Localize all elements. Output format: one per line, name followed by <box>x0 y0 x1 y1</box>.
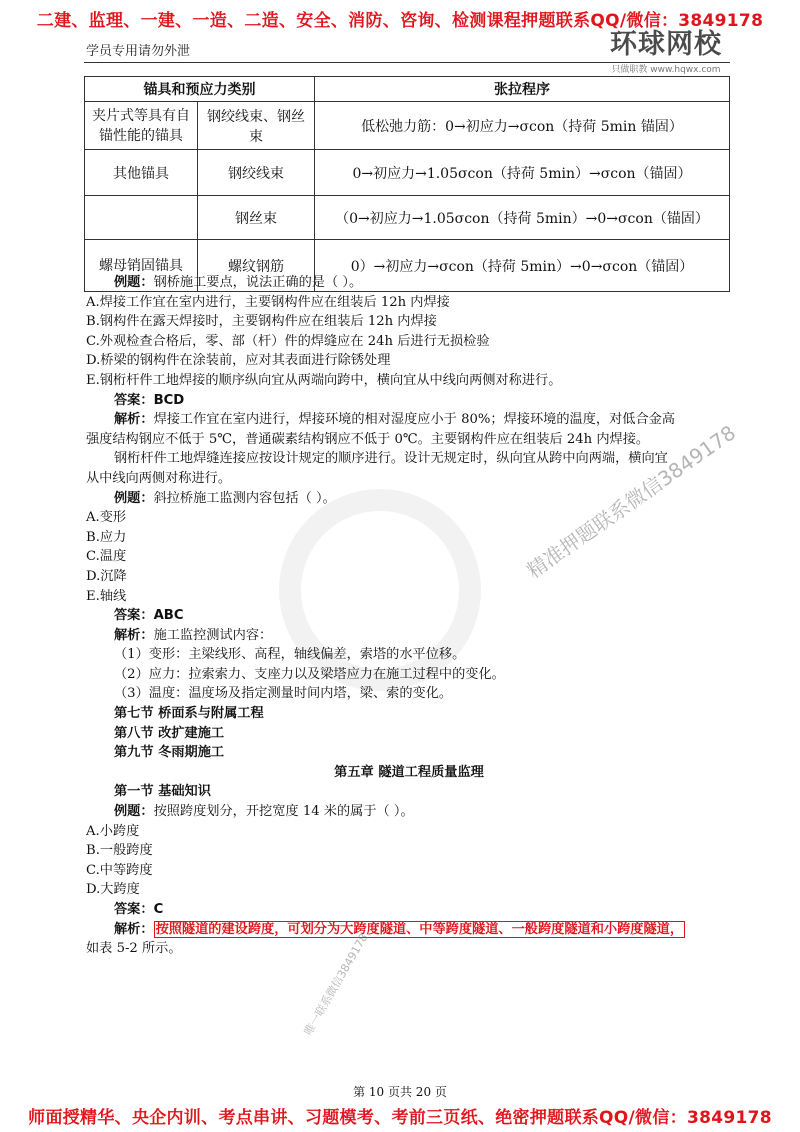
question-2 <box>86 489 732 509</box>
header-confidential-label: 学员专用请勿外泄 <box>86 44 191 59</box>
cell-procedure: 低松弛力筋：0→初应力→σcon（持荷 5min 锚固） <box>315 102 730 150</box>
answer-label: 答案： <box>114 392 154 408</box>
analysis-item: （1）变形：主梁线形、高程，轴线偏差，索塔的水平位移。 <box>114 647 466 663</box>
analysis-line: 如表 5-2 所示。 <box>86 941 182 957</box>
analysis-label: 解析： <box>114 412 154 428</box>
analysis-label: 解析： <box>114 921 154 937</box>
header-divider <box>84 62 730 63</box>
table-row <box>85 102 730 150</box>
analysis-line: 钢桁杆件工地焊缝连接应按设计规定的顺序进行。设计无规定时，纵向宜从跨中向两端，横向宜 <box>114 451 668 467</box>
answer-label: 答案： <box>114 902 154 917</box>
option: C.温度 <box>86 549 127 565</box>
cell-tendon: 钢绞线束、钢丝束 <box>198 102 315 150</box>
highlighted-text: 按照隧道的建设跨度，可划分为大跨度隧道、中等跨度隧道、一般跨度隧道和小跨度隧道， <box>155 921 684 937</box>
question-text: 钢桥施工要点，说法正确的是（ ）。 <box>153 275 363 290</box>
analysis-line: 从中线向两侧对称进行。 <box>86 470 232 486</box>
top-promo-banner: 二建、监理、一建、一造、二造、安全、消防、咨询、检测课程押题联系QQ/微信：3849178 <box>36 11 764 31</box>
cell-tendon: 螺纹钢筋 <box>198 240 315 292</box>
option: B.钢构件在露天焊接时，主要钢构件应在组装后 12h 内焊接 <box>86 314 437 330</box>
option: D.大跨度 <box>86 882 140 898</box>
option: D.沉降 <box>86 568 127 584</box>
question-text: 斜拉桥施工监测内容包括（ ）。 <box>153 490 336 506</box>
cell-anchor <box>85 196 198 240</box>
cell-anchor: 夹片式等具有自锚性能的锚具 <box>85 102 198 150</box>
section-heading: 第九节 冬雨期施工 <box>114 745 225 761</box>
question-label: 例题： <box>114 804 154 820</box>
analysis-text: 施工监控测试内容： <box>153 627 273 643</box>
answer-1 <box>86 391 732 411</box>
question-text: 按照跨度划分，开挖宽度 14 米的属于（ ）。 <box>153 804 414 820</box>
table-header-row <box>85 77 730 102</box>
table-row <box>85 150 730 196</box>
option: C.外观检查合格后，零、部（杆）件的焊缝应在 24h 后进行无损检验 <box>86 333 490 349</box>
question-1 <box>86 273 732 293</box>
logo-text: 环球网校 <box>610 29 722 60</box>
option: A.变形 <box>86 510 127 526</box>
option: E.钢桁杆件工地焊接的顺序纵向宜从两端向跨中，横向宜从中线向两侧对称进行。 <box>86 372 562 388</box>
analysis-3 <box>86 920 732 940</box>
answer-3 <box>86 900 732 920</box>
cell-procedure: 0→初应力→1.05σcon（持荷 5min）→σcon（锚固） <box>315 150 730 196</box>
section-heading: 第七节 桥面系与附属工程 <box>114 706 264 722</box>
analysis-label: 解析： <box>114 627 154 643</box>
analysis-item: （2）应力：拉索索力、支座力以及梁塔应力在施工过程中的变化。 <box>114 666 505 682</box>
chapter-heading: 第五章 隧道工程质量监理 <box>334 764 484 780</box>
cell-procedure: 0）→初应力→σcon（持荷 5min）→0→σcon（锚固） <box>315 240 730 292</box>
table-header-anchor: 锚具和预应力类别 <box>85 77 315 102</box>
analysis-line: 强度结构钢应不低于 5℃，普通碳素结构钢应不低于 0℃。主要钢构件应在组装后 24h 内焊接。 <box>86 431 650 447</box>
question-label: 例题： <box>114 490 154 506</box>
table-header-procedure: 张拉程序 <box>315 77 730 102</box>
analysis-item: （3）温度：温度场及指定测量时间内塔，梁、索的变化。 <box>114 686 453 702</box>
document-body <box>86 273 732 959</box>
cell-tendon: 钢丝束 <box>198 196 315 240</box>
analysis-2 <box>86 626 732 646</box>
answer-2 <box>86 606 732 626</box>
analysis-text: 焊接工作宜在室内进行，焊接环境的相对湿度应小于 80%；焊接环境的温度，对低合金高 <box>153 412 675 428</box>
option: C.中等跨度 <box>86 862 153 878</box>
question-3 <box>86 802 732 822</box>
section-heading: 第八节 改扩建施工 <box>114 725 225 741</box>
option: B.应力 <box>86 529 127 545</box>
logo-tagline: 只做职教 www.hqwx.com <box>611 65 721 75</box>
answer-value: ABC <box>153 608 184 624</box>
option: B.一般跨度 <box>86 843 153 859</box>
answer-label: 答案： <box>114 608 154 624</box>
small-watermark: 唯一联系微信3849178 <box>301 931 371 1038</box>
tensioning-procedure-table <box>84 76 730 292</box>
cell-tendon: 钢绞线束 <box>198 150 315 196</box>
option: D.桥梁的钢构件在涂装前，应对其表面进行除锈处理 <box>86 353 391 369</box>
diagonal-watermark: 精准押题联系微信3849178 <box>522 420 741 583</box>
answer-value: BCD <box>153 392 185 408</box>
bottom-promo-banner: 师面授精华、央企内训、考点串讲、习题模考、考前三页纸、绝密押题联系QQ/微信：3849178 <box>28 1108 772 1128</box>
table-row <box>85 196 730 240</box>
section-heading: 第一节 基础知识 <box>114 784 211 800</box>
analysis-1 <box>86 410 732 430</box>
brand-logo <box>596 30 736 75</box>
option: A.焊接工作宜在室内进行，主要钢构件应在组装后 12h 内焊接 <box>86 294 450 310</box>
page-number: 第 10 页共 20 页 <box>353 1085 447 1099</box>
cell-anchor: 其他锚具 <box>85 150 198 196</box>
answer-value: C <box>153 902 164 917</box>
cell-anchor: 螺母销固锚具 <box>85 240 198 292</box>
option: A.小跨度 <box>86 823 140 839</box>
question-label: 例题： <box>114 275 154 290</box>
option: E.轴线 <box>86 588 127 604</box>
cell-procedure: （0→初应力→1.05σcon（持荷 5min）→0→σcon（锚固） <box>315 196 730 240</box>
